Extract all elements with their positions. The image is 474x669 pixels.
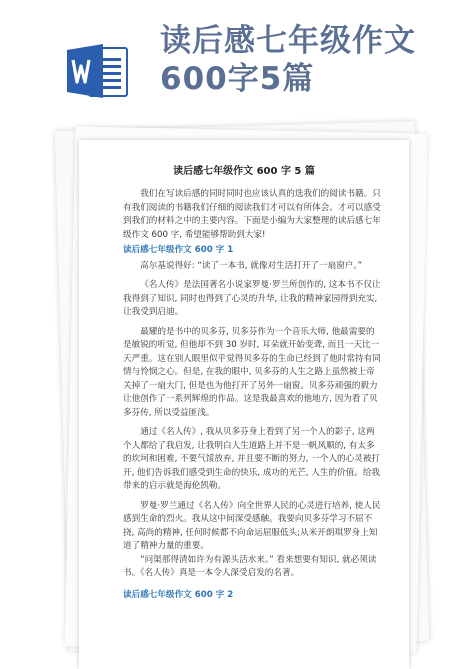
header-title-line1: 读后感七年级作文 <box>160 23 416 59</box>
intro-paragraph: 我们在写读后感的同时同时也应该认真的选我们的阅读书籍。只有我们阅读的书籍我们仔细的阅读我们才可以有所体会。才可以感受到我们的材料之中的主要内容。下面是小编为大家整理的读后感七年级作文 600 字, 希望能够帮助到大家! <box>123 189 381 240</box>
header-title-line2: 600字5篇 <box>160 61 315 97</box>
header-banner <box>0 0 474 120</box>
paragraph-6: “问渠那得清如许为有源头活水来。” 看来想要有知识, 就必须读书。《名人传》真是一本令人深受启发的名著。 <box>123 554 377 578</box>
section-1-heading: 读后感七年级作文 600 字 1 <box>123 245 234 255</box>
document-body <box>123 188 381 604</box>
section-2-heading: 读后感七年级作文 600 字 2 <box>123 589 234 600</box>
document-page <box>79 140 409 669</box>
word-document-icon <box>67 42 129 100</box>
paragraph-1: 高尔基说得好: “读了一本书, 就像对生活打开了一扇窗户。” <box>140 260 363 271</box>
header-title <box>160 22 416 98</box>
paragraph-2: 《名人传》是法国著名小说家罗曼·罗兰所创作的, 这本书不仅让我得到了知识, 同时也得到了心灵的升华, 让我的精神家园得到充实, 让我受到启迪。 <box>123 280 381 317</box>
paragraph-4: 通过《名人传》, 我从贝多芬身上看到了另一个人的影子, 这两个人都给了我启发, 让我明白人生道路上并不是一帆风顺的, 有太多的坎坷和困难, 不要气馁放弃, 并且要不断的努力, 一个人的心灵被打开, 他们告诉我们感受到生命的快乐, 成功的光芒, 人生的价值。给我带来的启示就是海伦凯勒。 <box>123 427 381 491</box>
paragraph-3: 最耀的是书中的贝多芬, 贝多芬作为一个音乐大师, 他最需要的是敏锐的听觉, 但他却不到 30 岁时, 耳朵就开始变聋, 而且一天比一天严重。这在别人眼里似乎觉得贝多芬的生命已经到了他时常持有同情与怜悯之心。但是, 在我的眼中, 贝多芬的人生之路上虽然被上帝关掉了一扇大门, 但是也为他打开了另外一扇窗。贝多芬顽强的毅力让他创作了一系列辉煌的作品。这是我最喜欢的他地方, 因为看了贝多芬传, 所以受益匪浅。 <box>123 326 381 418</box>
document-title: 读后感七年级作文 600 字 5 篇 <box>173 166 315 177</box>
paragraph-5: 罗曼·罗兰通过《名人传》向全世界人民的心灵进行培养, 使人民感到生命的烈火。我从这中间深受感触。我要向贝多芬学习不屈不挠, 高尚的精神, 任何时候都不向命运屈服低头;从米开朗琪罗身上知道了精神力量的重要。 <box>123 500 381 551</box>
